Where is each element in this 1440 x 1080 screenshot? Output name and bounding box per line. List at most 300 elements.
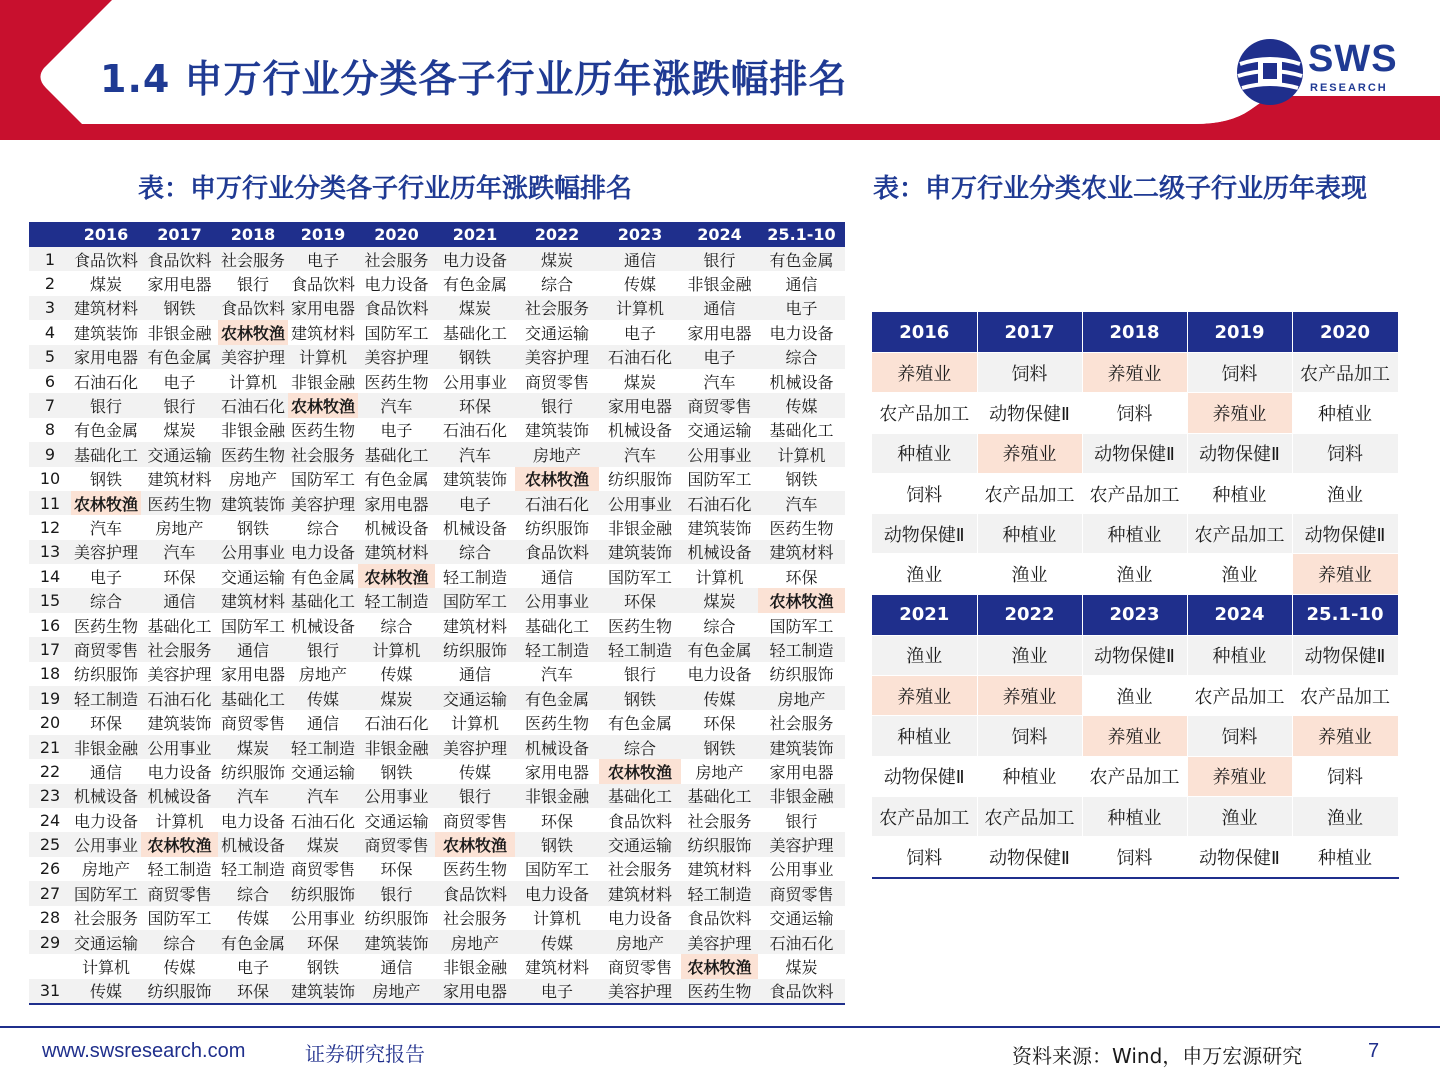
rank-cell: 28 [29, 906, 71, 930]
industry-cell: 国防军工 [141, 906, 218, 930]
industry-cell: 计算机 [288, 345, 358, 369]
industry-cell: 纺织服饰 [141, 979, 218, 1004]
industry-cell: 医药生物 [435, 857, 515, 881]
year-header-cell: 2019 [1187, 312, 1292, 353]
industry-cell: 综合 [218, 881, 288, 905]
industry-cell: 有色金属 [141, 345, 218, 369]
industry-cell: 石油石化 [515, 491, 599, 515]
industry-cell: 交通运输 [599, 832, 681, 856]
industry-cell: 汽车 [288, 784, 358, 808]
industry-cell: 钢铁 [71, 467, 141, 491]
industry-cell: 有色金属 [758, 247, 845, 271]
industry-cell: 医药生物 [71, 613, 141, 637]
industry-cell: 建筑装饰 [218, 491, 288, 515]
subindustry-cell: 种植业 [872, 716, 977, 756]
industry-cell: 国防军工 [358, 320, 435, 344]
subindustry-cell: 农产品加工 [1187, 676, 1292, 716]
industry-cell: 钢铁 [681, 735, 758, 759]
subindustry-cell: 养殖业 [1082, 353, 1187, 393]
industry-cell: 轻工制造 [141, 857, 218, 881]
industry-cell: 轻工制造 [218, 857, 288, 881]
year-header-cell: 25.1-10 [1292, 594, 1398, 635]
subindustry-cell: 饲料 [1082, 837, 1187, 878]
industry-cell: 纺织服饰 [358, 906, 435, 930]
table-row [872, 554, 1398, 594]
agriculture-subindustry-table [872, 312, 1399, 879]
industry-cell: 非银金融 [358, 735, 435, 759]
industry-cell: 美容护理 [758, 832, 845, 856]
industry-cell: 农林牧渔 [435, 832, 515, 856]
industry-cell: 商贸零售 [758, 881, 845, 905]
rank-cell: 24 [29, 808, 71, 832]
table-row [872, 433, 1398, 473]
industry-cell: 公用事业 [758, 857, 845, 881]
industry-cell: 建筑装饰 [681, 515, 758, 539]
industry-cell: 电力设备 [218, 808, 288, 832]
industry-cell: 银行 [71, 393, 141, 417]
subindustry-cell: 饲料 [872, 473, 977, 513]
industry-cell: 银行 [758, 808, 845, 832]
table-row [29, 271, 845, 295]
industry-cell: 房地产 [435, 930, 515, 954]
industry-cell: 交通运输 [71, 930, 141, 954]
industry-ranking-table [29, 222, 845, 1005]
rank-cell: 31 [29, 979, 71, 1004]
industry-cell: 美容护理 [599, 979, 681, 1004]
industry-cell: 综合 [435, 540, 515, 564]
industry-cell: 综合 [71, 588, 141, 612]
subindustry-cell: 养殖业 [1187, 756, 1292, 796]
subindustry-cell: 农产品加工 [1082, 756, 1187, 796]
industry-cell: 建筑装饰 [758, 735, 845, 759]
subindustry-cell: 渔业 [1187, 796, 1292, 836]
industry-cell: 美容护理 [218, 345, 288, 369]
industry-cell: 煤炭 [358, 686, 435, 710]
rank-cell: 21 [29, 735, 71, 759]
subindustry-cell: 种植业 [1187, 473, 1292, 513]
table-row [872, 514, 1398, 554]
industry-cell: 建筑装饰 [141, 710, 218, 734]
table-row [29, 832, 845, 856]
rank-cell: 17 [29, 637, 71, 661]
subindustry-cell: 养殖业 [1082, 716, 1187, 756]
industry-cell: 社会服务 [288, 442, 358, 466]
subindustry-cell: 种植业 [1082, 514, 1187, 554]
industry-cell: 商贸零售 [288, 857, 358, 881]
industry-cell: 银行 [288, 637, 358, 661]
table-row [872, 716, 1398, 756]
industry-cell: 钢铁 [599, 686, 681, 710]
industry-cell: 建筑材料 [435, 613, 515, 637]
subindustry-cell: 农产品加工 [1292, 353, 1398, 393]
industry-cell: 基础化工 [758, 418, 845, 442]
industry-cell: 有色金属 [358, 467, 435, 491]
subindustry-cell: 养殖业 [872, 676, 977, 716]
subindustry-cell: 饲料 [977, 353, 1082, 393]
industry-cell: 机械设备 [515, 735, 599, 759]
industry-cell: 国防军工 [599, 564, 681, 588]
industry-cell: 通信 [358, 954, 435, 978]
industry-cell: 基础化工 [435, 320, 515, 344]
industry-cell: 传媒 [758, 393, 845, 417]
table-row [29, 613, 845, 637]
industry-cell: 交通运输 [288, 759, 358, 783]
subindustry-cell: 饲料 [1082, 393, 1187, 433]
industry-cell: 电力设备 [435, 247, 515, 271]
industry-cell: 煤炭 [599, 369, 681, 393]
industry-cell: 社会服务 [758, 710, 845, 734]
industry-cell: 建筑材料 [681, 857, 758, 881]
rank-cell: 2 [29, 271, 71, 295]
industry-cell: 传媒 [435, 759, 515, 783]
table-row [29, 784, 845, 808]
industry-cell: 食品饮料 [288, 271, 358, 295]
industry-cell: 银行 [515, 393, 599, 417]
sws-logo [1234, 36, 1414, 108]
industry-cell: 社会服务 [599, 857, 681, 881]
year-header-cell: 2023 [1082, 594, 1187, 635]
industry-cell: 纺织服饰 [71, 662, 141, 686]
industry-cell: 国防军工 [71, 881, 141, 905]
industry-cell: 公用事业 [141, 735, 218, 759]
table-row [29, 954, 845, 978]
year-header-cell: 2021 [872, 594, 977, 635]
industry-cell: 轻工制造 [515, 637, 599, 661]
rank-cell: 9 [29, 442, 71, 466]
table-row [29, 808, 845, 832]
industry-cell: 银行 [358, 881, 435, 905]
industry-cell: 石油石化 [681, 491, 758, 515]
industry-cell: 有色金属 [681, 637, 758, 661]
industry-cell: 电力设备 [515, 881, 599, 905]
industry-cell: 传媒 [218, 906, 288, 930]
industry-cell: 农林牧渔 [141, 832, 218, 856]
subindustry-cell: 农产品加工 [977, 796, 1082, 836]
year-header-cell: 25.1-10 [758, 222, 845, 247]
industry-cell: 机械设备 [758, 369, 845, 393]
industry-cell: 家用电器 [435, 979, 515, 1004]
industry-cell: 食品饮料 [435, 881, 515, 905]
table-row [29, 540, 845, 564]
industry-cell: 房地产 [758, 686, 845, 710]
table-row [29, 588, 845, 612]
industry-cell: 家用电器 [71, 345, 141, 369]
industry-cell: 商贸零售 [599, 954, 681, 978]
rank-cell: 23 [29, 784, 71, 808]
industry-cell: 综合 [515, 271, 599, 295]
industry-cell: 通信 [288, 710, 358, 734]
subindustry-cell: 养殖业 [1292, 554, 1398, 594]
year-header-cell: 2020 [358, 222, 435, 247]
industry-cell: 煤炭 [758, 954, 845, 978]
industry-cell: 农林牧渔 [218, 320, 288, 344]
industry-cell: 交通运输 [681, 418, 758, 442]
industry-cell: 交通运输 [218, 564, 288, 588]
industry-cell: 综合 [141, 930, 218, 954]
industry-cell: 基础化工 [358, 442, 435, 466]
industry-cell: 通信 [515, 564, 599, 588]
right-table-caption: 表：申万行业分类农业二级子行业历年表现 [873, 174, 1368, 204]
rank-cell: 15 [29, 588, 71, 612]
industry-cell: 计算机 [218, 369, 288, 393]
industry-cell: 房地产 [218, 467, 288, 491]
industry-cell: 通信 [218, 637, 288, 661]
industry-cell: 非银金融 [288, 369, 358, 393]
industry-cell: 农林牧渔 [288, 393, 358, 417]
industry-cell: 公用事业 [681, 442, 758, 466]
table-header-row [872, 594, 1398, 635]
industry-cell: 非银金融 [515, 784, 599, 808]
industry-cell: 建筑材料 [218, 588, 288, 612]
industry-cell: 银行 [218, 271, 288, 295]
year-header-cell: 2024 [1187, 594, 1292, 635]
industry-cell: 非银金融 [435, 954, 515, 978]
industry-cell: 环保 [358, 857, 435, 881]
industry-cell: 建筑装饰 [71, 320, 141, 344]
industry-cell: 建筑材料 [141, 467, 218, 491]
industry-cell: 国防军工 [288, 467, 358, 491]
industry-cell: 电子 [288, 247, 358, 271]
industry-cell: 美容护理 [358, 345, 435, 369]
industry-cell: 家用电器 [358, 491, 435, 515]
industry-cell: 公用事业 [288, 906, 358, 930]
industry-cell: 建筑材料 [358, 540, 435, 564]
subindustry-cell: 饲料 [1187, 716, 1292, 756]
industry-cell: 电子 [599, 320, 681, 344]
industry-cell: 建筑装饰 [358, 930, 435, 954]
industry-cell: 汽车 [218, 784, 288, 808]
subindustry-cell: 饲料 [1292, 756, 1398, 796]
table-row [872, 473, 1398, 513]
subindustry-cell: 渔业 [872, 635, 977, 675]
industry-cell: 食品饮料 [515, 540, 599, 564]
industry-cell: 国防军工 [758, 613, 845, 637]
industry-cell: 汽车 [435, 442, 515, 466]
subindustry-cell: 养殖业 [1292, 716, 1398, 756]
table-row [872, 635, 1398, 675]
industry-cell: 食品饮料 [681, 906, 758, 930]
industry-cell: 综合 [681, 613, 758, 637]
industry-cell: 房地产 [515, 442, 599, 466]
industry-cell: 公用事业 [599, 491, 681, 515]
industry-cell: 环保 [435, 393, 515, 417]
table-row [872, 796, 1398, 836]
industry-cell: 国防军工 [435, 588, 515, 612]
rank-cell: 20 [29, 710, 71, 734]
industry-cell: 医药生物 [681, 979, 758, 1004]
industry-cell: 煤炭 [515, 247, 599, 271]
industry-cell: 计算机 [758, 442, 845, 466]
industry-cell: 电子 [71, 564, 141, 588]
industry-cell: 农林牧渔 [681, 954, 758, 978]
industry-cell: 有色金属 [288, 564, 358, 588]
industry-cell: 计算机 [599, 296, 681, 320]
industry-cell: 石油石化 [599, 345, 681, 369]
industry-cell: 通信 [71, 759, 141, 783]
subindustry-cell: 饲料 [1187, 353, 1292, 393]
industry-cell: 汽车 [71, 515, 141, 539]
industry-cell: 家用电器 [515, 759, 599, 783]
industry-cell: 通信 [599, 247, 681, 271]
industry-cell: 国防军工 [681, 467, 758, 491]
industry-cell: 建筑材料 [288, 320, 358, 344]
subindustry-cell: 动物保健Ⅱ [1187, 837, 1292, 878]
rank-cell: 13 [29, 540, 71, 564]
rank-cell: 29 [29, 930, 71, 954]
industry-cell: 医药生物 [515, 710, 599, 734]
industry-cell: 轻工制造 [758, 637, 845, 661]
rank-cell [29, 954, 71, 978]
industry-cell: 计算机 [71, 954, 141, 978]
industry-cell: 交通运输 [758, 906, 845, 930]
year-header-cell: 2017 [977, 312, 1082, 353]
industry-cell: 交通运输 [358, 808, 435, 832]
industry-cell: 基础化工 [288, 588, 358, 612]
footer-source-note: 资料来源：Wind，申万宏源研究 [1012, 1044, 1303, 1068]
year-header-cell: 2021 [435, 222, 515, 247]
industry-cell: 机械设备 [681, 540, 758, 564]
table-row [29, 320, 845, 344]
industry-cell: 钢铁 [435, 345, 515, 369]
industry-cell: 有色金属 [218, 930, 288, 954]
year-header-cell: 2022 [515, 222, 599, 247]
year-header-cell: 2017 [141, 222, 218, 247]
industry-cell: 电子 [515, 979, 599, 1004]
industry-cell: 基础化工 [141, 613, 218, 637]
table-row [29, 345, 845, 369]
industry-cell: 食品饮料 [758, 979, 845, 1004]
industry-cell: 石油石化 [435, 418, 515, 442]
industry-cell: 建筑材料 [515, 954, 599, 978]
industry-cell: 传媒 [288, 686, 358, 710]
industry-cell: 交通运输 [141, 442, 218, 466]
rank-cell: 16 [29, 613, 71, 637]
industry-cell: 有色金属 [599, 710, 681, 734]
industry-cell: 美容护理 [435, 735, 515, 759]
industry-cell: 家用电器 [288, 296, 358, 320]
industry-cell: 家用电器 [218, 662, 288, 686]
industry-cell: 纺织服饰 [599, 467, 681, 491]
industry-cell: 传媒 [599, 271, 681, 295]
industry-cell: 公用事业 [358, 784, 435, 808]
industry-cell: 煤炭 [435, 296, 515, 320]
industry-cell: 纺织服饰 [758, 662, 845, 686]
industry-cell: 环保 [599, 588, 681, 612]
industry-cell: 机械设备 [288, 613, 358, 637]
industry-cell: 银行 [681, 247, 758, 271]
subindustry-cell: 渔业 [1292, 796, 1398, 836]
industry-cell: 计算机 [515, 906, 599, 930]
industry-cell: 农林牧渔 [599, 759, 681, 783]
table-row [29, 906, 845, 930]
industry-cell: 房地产 [681, 759, 758, 783]
subindustry-cell: 农产品加工 [1292, 676, 1398, 716]
industry-cell: 有色金属 [515, 686, 599, 710]
year-header-cell: 2023 [599, 222, 681, 247]
industry-cell: 银行 [141, 393, 218, 417]
table-row [29, 369, 845, 393]
industry-cell: 食品饮料 [599, 808, 681, 832]
industry-cell: 社会服务 [71, 906, 141, 930]
industry-cell: 纺织服饰 [515, 515, 599, 539]
industry-cell: 建筑材料 [71, 296, 141, 320]
industry-cell: 食品饮料 [71, 247, 141, 271]
industry-cell: 银行 [599, 662, 681, 686]
industry-cell: 基础化工 [218, 686, 288, 710]
rank-cell: 22 [29, 759, 71, 783]
industry-cell: 纺织服饰 [288, 881, 358, 905]
industry-cell: 有色金属 [435, 271, 515, 295]
industry-cell: 公用事业 [515, 588, 599, 612]
industry-cell: 环保 [71, 710, 141, 734]
table-row [872, 756, 1398, 796]
industry-cell: 医药生物 [358, 369, 435, 393]
rank-cell: 3 [29, 296, 71, 320]
rank-cell: 14 [29, 564, 71, 588]
page-title: 1.4 申万行业分类各子行业历年涨跌幅排名 [100, 57, 848, 101]
industry-cell: 轻工制造 [599, 637, 681, 661]
subindustry-cell: 动物保健Ⅱ [977, 393, 1082, 433]
industry-cell: 综合 [358, 613, 435, 637]
logo-text: SWS [1308, 38, 1398, 80]
subindustry-cell: 渔业 [1082, 676, 1187, 716]
subindustry-cell: 渔业 [1082, 554, 1187, 594]
table-row [29, 393, 845, 417]
industry-cell: 商贸零售 [681, 393, 758, 417]
industry-cell: 家用电器 [681, 320, 758, 344]
table-row [29, 686, 845, 710]
industry-cell: 非银金融 [218, 418, 288, 442]
subindustry-cell: 种植业 [872, 433, 977, 473]
table-row [29, 857, 845, 881]
industry-cell: 环保 [218, 979, 288, 1004]
industry-cell: 社会服务 [358, 247, 435, 271]
industry-cell: 计算机 [141, 808, 218, 832]
table-row [29, 979, 845, 1004]
industry-cell: 煤炭 [288, 832, 358, 856]
subindustry-cell: 渔业 [1292, 473, 1398, 513]
industry-cell: 非银金融 [141, 320, 218, 344]
subindustry-cell: 农产品加工 [1082, 473, 1187, 513]
rank-cell: 6 [29, 369, 71, 393]
industry-cell: 非银金融 [681, 271, 758, 295]
industry-cell: 农林牧渔 [515, 467, 599, 491]
industry-cell: 房地产 [358, 979, 435, 1004]
table-header-row [872, 312, 1398, 353]
industry-cell: 环保 [288, 930, 358, 954]
industry-cell: 基础化工 [681, 784, 758, 808]
industry-cell: 环保 [681, 710, 758, 734]
table-row [29, 735, 845, 759]
industry-cell: 建筑材料 [758, 540, 845, 564]
industry-cell: 房地产 [288, 662, 358, 686]
footer-website-link[interactable]: www.swsresearch.com [42, 1040, 246, 1062]
table-row [29, 759, 845, 783]
industry-cell: 机械设备 [599, 418, 681, 442]
industry-cell: 机械设备 [141, 784, 218, 808]
table-row [29, 296, 845, 320]
industry-cell: 计算机 [681, 564, 758, 588]
subindustry-cell: 渔业 [872, 554, 977, 594]
rank-cell: 11 [29, 491, 71, 515]
industry-cell: 家用电器 [758, 759, 845, 783]
industry-cell: 建筑装饰 [288, 979, 358, 1004]
industry-cell: 轻工制造 [288, 735, 358, 759]
subindustry-cell: 种植业 [977, 756, 1082, 796]
industry-cell: 建筑装饰 [599, 540, 681, 564]
industry-cell: 电子 [681, 345, 758, 369]
subindustry-cell: 种植业 [1292, 393, 1398, 433]
